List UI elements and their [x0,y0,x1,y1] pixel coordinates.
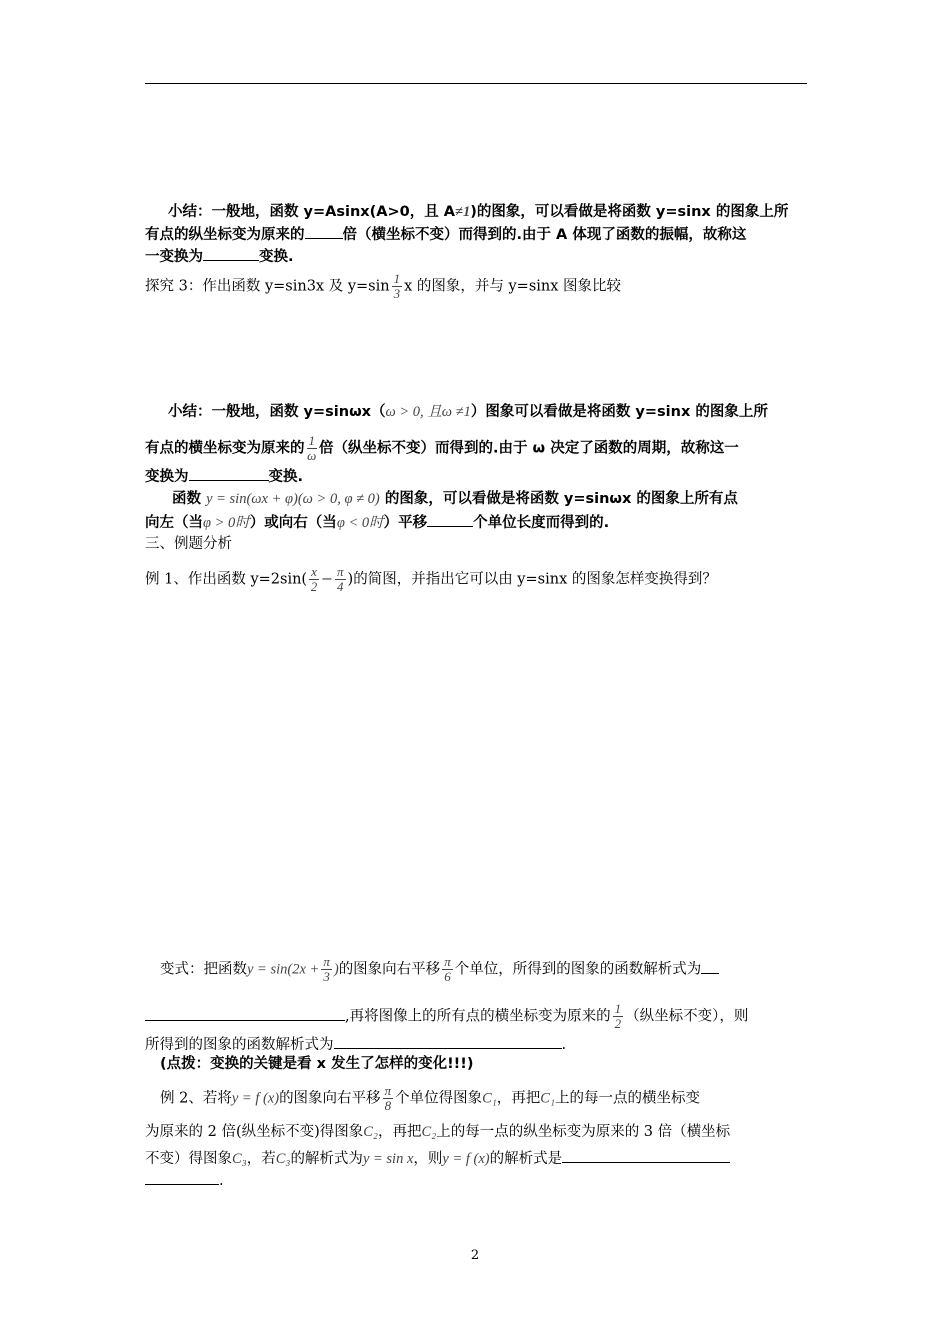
numerator: π [323,954,330,969]
text: 向左（当 [145,515,203,531]
text: 倍（横坐标不变）而得到的.由于 A 体现了函数的振幅，故称这 [342,227,747,243]
text: 的图象向右平移 [338,961,441,978]
denominator: ω [307,448,317,463]
text: . [219,1173,224,1189]
summary2-line5 [145,512,609,533]
summary2-line2 [145,434,739,463]
fraction [383,1084,394,1113]
text: 的图象向右平移 [279,1090,381,1107]
text: )的简图，并指出它可以由 y=sinx 的图象怎样变换得到？ [347,571,717,588]
condition: φ > 0时 [203,515,250,531]
denominator: 3 [393,286,401,301]
numerator: π [444,954,451,969]
example1 [145,565,717,594]
numerator: x [311,564,317,579]
summary2-line4 [172,489,738,509]
text: x 的图象，并与 y=sinx 图象比较 [404,278,622,295]
curve-label: C₃ [232,1151,247,1167]
text: ，再把 [496,1090,541,1107]
text: 个单位，所得到的图象的函数解析式为 [454,961,702,978]
numerator: 1 [614,1001,622,1016]
text: ）或向右（当 [249,515,337,531]
text: 不变）得图象 [145,1151,232,1167]
text: ，再把 [377,1124,422,1140]
example2-line2 [145,1122,730,1142]
formula: y = sin(ωx + φ)(ω > 0, φ ≠ 0) [206,491,380,507]
example2-line3 [145,1148,730,1169]
blank [427,512,473,527]
condition: ω > 0, 且ω ≠1 [385,404,471,420]
example2-line4 [145,1170,224,1191]
text: 小结：一般地，函数 y=Asinx(A>0，且 A [168,204,456,220]
text: （纵坐标不变），则 [625,1008,749,1025]
text: 变换. [268,469,304,485]
curve-label: C₂ [363,1124,378,1140]
blank [145,1170,219,1185]
denominator: 2 [614,1016,622,1031]
text: 有点的横坐标变为原来的 [145,440,305,457]
text: 变式：把函数 [160,961,247,978]
blank [145,1006,345,1021]
summary2-line1 [168,402,768,422]
summary1-line3 [145,246,294,267]
fraction [321,955,332,984]
curve-label: C₂ [421,1124,437,1140]
denominator: 2 [310,579,318,594]
not-equal-one: ≠1 [455,204,471,220]
fraction [309,565,319,594]
section-heading: 三、例题分析 [145,536,232,552]
variant-line1 [160,955,719,984]
formula: ) [333,961,339,978]
formula: y = f (x) [442,1151,490,1167]
formula: y = sin(2x + [247,961,320,978]
curve-label: C₃ [275,1151,291,1167]
text: . [561,1037,567,1053]
blank [562,1148,730,1163]
blank [203,246,259,261]
text: 个单位得图象 [395,1090,483,1107]
denominator: 6 [444,969,451,984]
denominator: 4 [337,579,344,594]
numerator: π [384,1083,392,1098]
text: 上的每一点的纵坐标变为原来的 3 倍（横坐标 [436,1124,731,1140]
numerator: π [337,564,344,579]
text: 例 1、作出函数 y=2sin( [145,571,308,588]
text: 例 2、若将 [160,1090,232,1107]
text: 有点的纵坐标变为原来的 [145,227,305,243]
blank [334,1034,562,1049]
text: 一变换为 [145,249,203,265]
example2-line1 [160,1084,700,1113]
numerator: 1 [393,271,401,286]
fraction [392,272,403,301]
text: 上的每一点的横坐标变 [555,1090,701,1107]
variant-line3 [145,1034,566,1055]
text: 小结：一般地，函数 y=sinωx（ [168,404,386,420]
text: 函数 [172,491,201,507]
header-rule [145,83,807,84]
text: 探究 3：作出函数 y=sin3x 及 y=sin [145,278,390,295]
curve-label: C₁ [540,1090,556,1107]
text: 的图象，可以看做是将函数 y=sinωx 的图象上所有点 [384,491,738,507]
formula: y = sin x [362,1151,414,1167]
text: 个单位长度而得到的. [473,515,610,531]
text: ，若 [246,1151,276,1167]
curve-label: C₁ [482,1090,497,1107]
summary1-line1 [168,202,788,222]
fraction [307,434,318,463]
blank [701,959,719,974]
fraction [613,1002,624,1031]
text: 的解析式为 [290,1151,363,1167]
variant-line2 [145,1002,748,1031]
blank [305,224,343,239]
text: )的图象，可以看做是将函数 y=sinx 的图象上所 [470,204,789,220]
text: ，则 [413,1151,443,1167]
text: ）图象可以看做是将函数 y=sinx 的图象上所 [470,404,768,420]
minus: − [320,571,334,588]
text: 倍（纵坐标不变）而得到的.由于 ω 决定了函数的周期，故称这一 [319,440,739,457]
text: 为原来的 2 倍(纵坐标不变)得图象 [145,1124,364,1140]
numerator: 1 [308,433,315,448]
text: 所得到的图象的函数解析式为 [145,1037,334,1053]
formula: y = f (x) [231,1090,280,1107]
summary1-line2 [145,224,746,245]
blank [189,466,269,481]
hint: (点拨：变换的关键是看 x 发生了怎样的变化!!!) [160,1056,474,1072]
page-number: 2 [470,1248,480,1263]
denominator: 3 [323,969,330,984]
text: ,再将图像上的所有点的横坐标变为原来的 [345,1008,611,1025]
text: 变换. [259,249,294,265]
denominator: 8 [384,1098,392,1113]
text: 变换为 [145,469,189,485]
text: ）平移 [383,515,428,531]
text: 的解析式是 [489,1151,563,1167]
fraction [335,565,346,594]
condition: φ < 0时 [336,515,384,531]
explore3 [145,272,621,301]
fraction [442,955,453,984]
summary2-line3 [145,466,303,487]
